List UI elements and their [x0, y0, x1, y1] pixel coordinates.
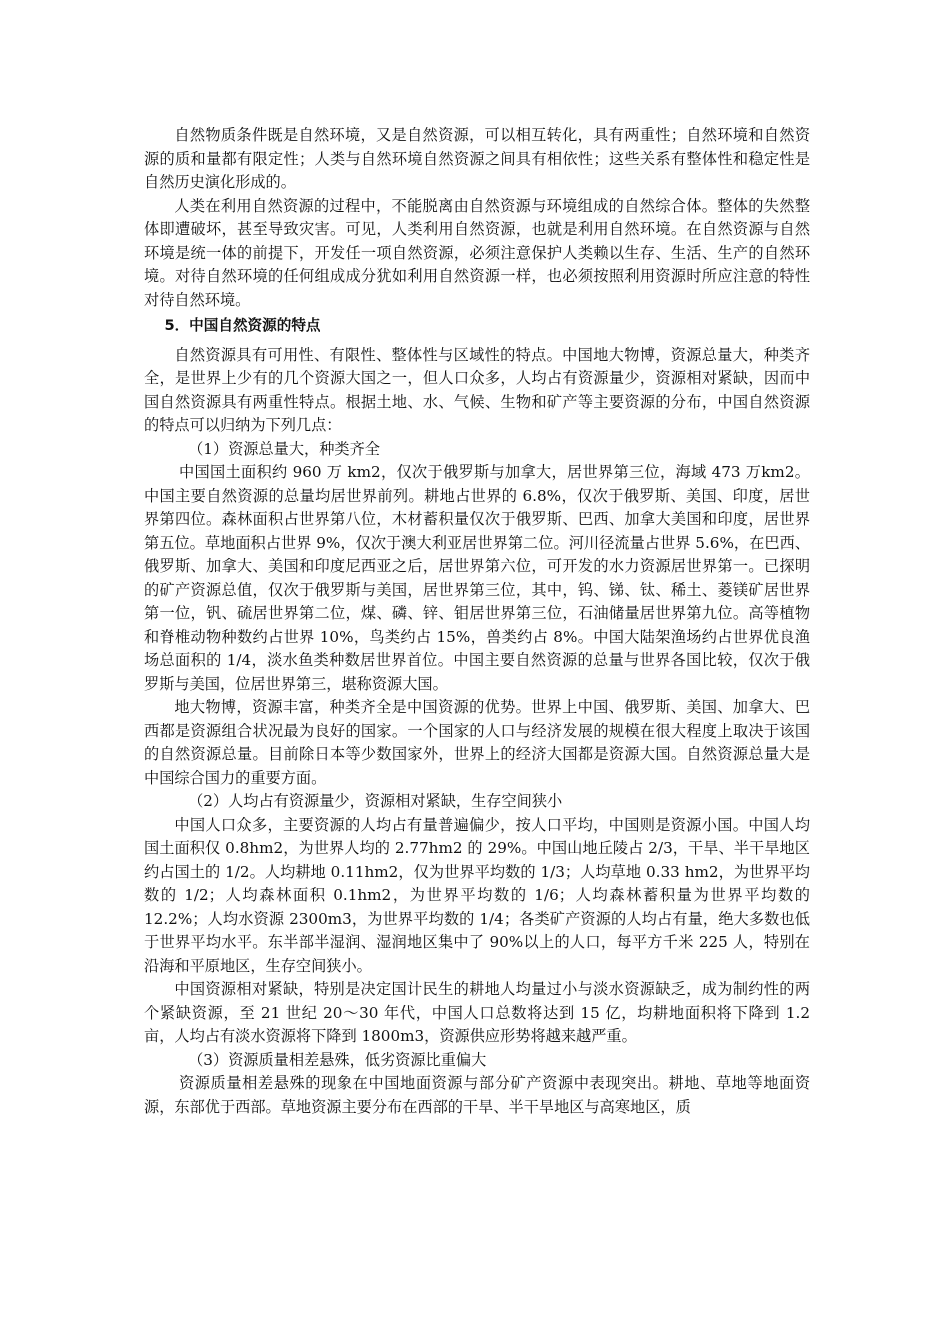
paragraph-per-capita: 中国人口众多，主要资源的人均占有量普遍偏少，按人口平均，中国则是资源小国。中国人均国土面积仅 0.8hm2，为世界人均的 2.77hm2 的 29%。中国山地丘陵占 2/3，干旱、半干旱地区约占国土的 1/2。人均耕地 0.11hm2，仅为世界平均数的 1/3；人均草地 0.33 hm2，为世界平均数的 1/2；人均森林面积 0.1hm2，为世界平均数的 1/6；人均森林蓄积量为世界平均数的 12.2%；人均水资源 2300m3，为世界平均数的 1/4；各类矿产资源的人均占有量，绝大多数也低于世界平均水平。东半部半湿润、湿润地区集中了 90%以上的人口，每平方千米 225 人，特别在沿海和平原地区，生存空间狭小。 [144, 815, 810, 975]
paragraph-advantages: 地大物博，资源丰富，种类齐全是中国资源的优势。世界上中国、俄罗斯、美国、加拿大、巴西都是资源组合状况最为良好的国家。一个国家的人口与经济发展的规模在很大程度上取决于该国的自然资源总量。目前除日本等少数国家外，世界上的经济大国都是资源大国。自然资源总量大是中国综合国力的重要方面。 [144, 698, 810, 787]
section-heading-5: 5．中国自然资源的特点 [164, 317, 321, 334]
paragraph-natural-conditions: 自然物质条件既是自然环境，又是自然资源，可以相互转化，具有两重性；自然环境和自然资源的质和量都有限定性；人类与自然环境自然资源之间具有相依性；这些关系有整体性和稳定性是自然历史演化形成的。 [144, 126, 810, 191]
document-page [144, 124, 810, 1119]
paragraph-human-use: 人类在利用自然资源的过程中，不能脱离由自然资源与环境组成的自然综合体。整体的失然整体即遭破坏，甚至导致灾害。可见，人类利用自然资源，也就是利用自然环境。在自然资源与自然环境是统一体的前提下，开发任一项自然资源，必须注意保护人类赖以生存、生活、生产的自然环境。对待自然环境的任何组成成分犹如利用自然资源一样，也必须按照利用资源时所应注意的特性对待自然环境。 [144, 196, 810, 309]
subheading-1: （1）资源总量大，种类齐全 [188, 439, 380, 458]
subheading-2: （2）人均占有资源量少，资源相对紧缺，生存空间狭小 [188, 792, 563, 810]
paragraph-quality-difference: 资源质量相差悬殊的现象在中国地面资源与部分矿产资源中表现突出。耕地、草地等地面资源，东部优于西部。草地资源主要分布在西部的干旱、半干旱地区与高寒地区，质 [144, 1074, 810, 1116]
paragraph-scarcity: 中国资源相对紧缺，特别是决定国计民生的耕地人均量过小与淡水资源缺乏，成为制约性的两个紧缺资源，至 21 世纪 20～30 年代，中国人口总数将达到 15 亿，均耕地面积将下降到 1.2 亩，人均占有淡水资源将下降到 1800m3，资源供应形势将越来越严重。 [144, 980, 810, 1045]
paragraph-total-resources: 中国国土面积约 960 万 km2，仅次于俄罗斯与加拿大，居世界第三位，海域 473 万km2。中国主要自然资源的总量均居世界前列。耕地占世界的 6.8%，仅次于俄罗斯、美国、印度，居世界第四位。森林面积占世界第八位，木材蓄积量仅次于俄罗斯、巴西、加拿大美国和印度，居世界第五位。草地面积占世界 9%，仅次于澳大利亚居世界第二位。河川径流量占世界 5.6%，在巴西、俄罗斯、加拿大、美国和印度尼西亚之后，居世界第六位，可开发的水力资源居世界第一。已探明的矿产资源总值，仅次于俄罗斯与美国，居世界第三位，其中，钨、锑、钛、稀土、菱镁矿居世界第一位，钒、硫居世界第二位，煤、磷、锌、钼居世界第三位，石油储量居世界第九位。高等植物和脊椎动物种数约占世界 10%，鸟类约占 15%，兽类约占 8%。中国大陆架渔场约占世界优良渔场总面积的 1/4，淡水鱼类种数居世界首位。中国主要自然资源的总量与世界各国比较，仅次于俄罗斯与美国，位居世界第三，堪称资源大国。 [144, 463, 810, 693]
subheading-3: （3）资源质量相差悬殊，低劣资源比重偏大 [188, 1050, 487, 1069]
paragraph-characteristics-intro: 自然资源具有可用性、有限性、整体性与区域性的特点。中国地大物博，资源总量大，种类齐全，是世界上少有的几个资源大国之一，但人口众多，人均占有资源量少，资源相对紧缺，因而中国自然资源具有两重性特点。根据土地、水、气候、生物和矿产等主要资源的分布，中国自然资源的特点可以归纳为下列几点： [144, 345, 810, 434]
